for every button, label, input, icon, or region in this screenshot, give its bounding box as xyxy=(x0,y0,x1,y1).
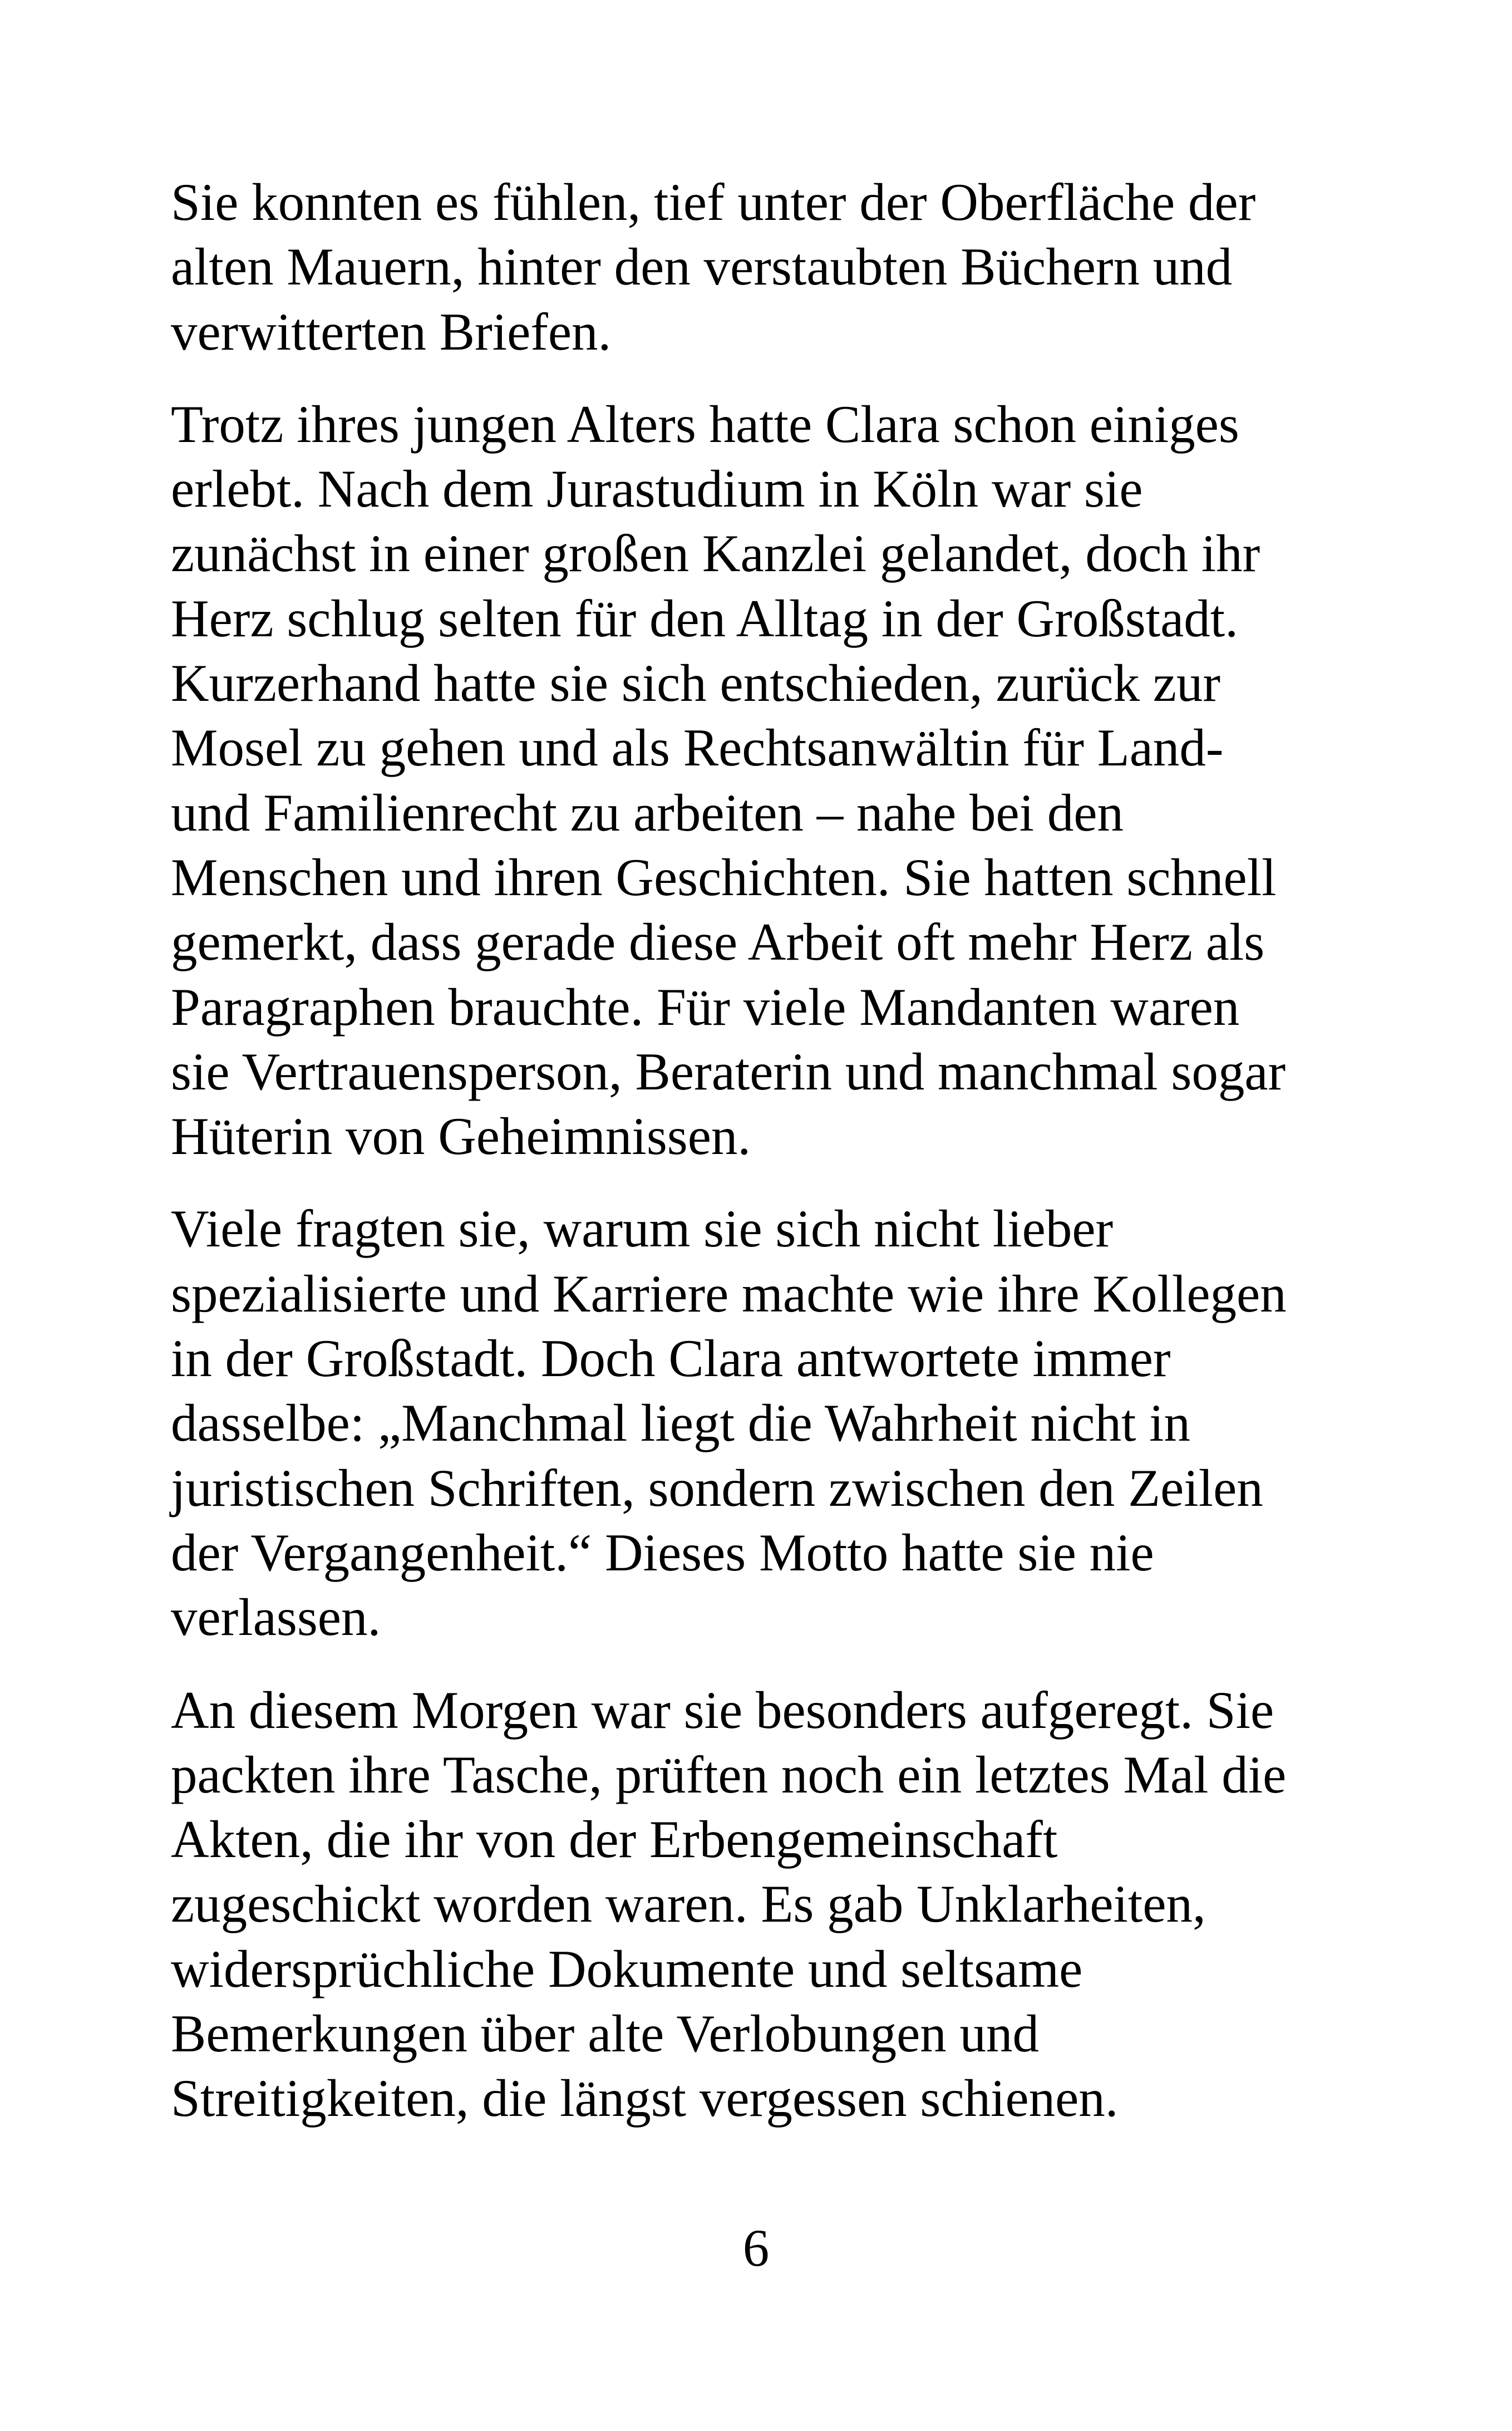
paragraph-3 xyxy=(171,1196,1367,1649)
text-line: An diesem Morgen war sie besonders aufgeregt. Sie xyxy=(171,1680,1274,1740)
text-line: Herz schlug selten für den Alltag in der Großstadt. xyxy=(171,588,1238,648)
text-line: verlassen. xyxy=(171,1588,381,1647)
text-line: dasselbe: „Manchmal liegt die Wahrheit nicht in xyxy=(171,1393,1190,1453)
text-line: verwitterten Briefen. xyxy=(171,302,612,361)
text-line: Viele fragten sie, warum sie sich nicht lieber xyxy=(171,1199,1114,1259)
text-line: erlebt. Nach dem Jurastudium in Köln war sie xyxy=(171,459,1143,519)
body-text xyxy=(171,170,1367,2159)
text-line: alten Mauern, hinter den verstaubten Büchern und xyxy=(171,237,1233,297)
text-line: gemerkt, dass gerade diese Arbeit oft mehr Herz als xyxy=(171,912,1265,972)
text-line: Sie konnten es fühlen, tief unter der Oberfläche der xyxy=(171,173,1256,232)
text-line: sie Vertrauensperson, Beraterin und manchmal sogar xyxy=(171,1042,1286,1101)
text-line: spezialisierte und Karriere machte wie ihre Kollegen xyxy=(171,1264,1287,1323)
paragraph-2 xyxy=(171,392,1367,1169)
text-line: der Vergangenheit.“ Dieses Motto hatte sie nie xyxy=(171,1523,1154,1582)
page-number: 6 xyxy=(742,2218,770,2277)
text-line: Akten, die ihr von der Erbengemeinschaft xyxy=(171,1810,1058,1869)
text-line: Menschen und ihren Geschichten. Sie hatten schnell xyxy=(171,847,1277,907)
text-line: packten ihre Tasche, prüften noch ein letztes Mal die xyxy=(171,1745,1287,1804)
paragraph-4 xyxy=(171,1678,1367,2131)
text-line: Bemerkungen über alte Verlobungen und xyxy=(171,2004,1040,2064)
paragraph-1 xyxy=(171,170,1367,364)
text-line: Kurzerhand hatte sie sich entschieden, zurück zur xyxy=(171,654,1220,713)
text-line: Streitigkeiten, die längst vergessen schienen. xyxy=(171,2069,1119,2128)
text-line: zunächst in einer großen Kanzlei gelandet, doch ihr xyxy=(171,524,1260,583)
text-line: zugeschickt worden waren. Es gab Unklarheiten, xyxy=(171,1874,1206,1934)
text-line: Paragraphen brauchte. Für viele Mandanten waren xyxy=(171,977,1240,1037)
text-line: widersprüchliche Dokumente und seltsame xyxy=(171,1939,1083,1998)
text-line: Hüterin von Geheimnissen. xyxy=(171,1107,751,1166)
text-line: Trotz ihres jungen Alters hatte Clara schon einiges xyxy=(171,394,1239,454)
text-line: Mosel zu gehen und als Rechtsanwältin für Land- xyxy=(171,718,1224,778)
text-line: und Familienrecht zu arbeiten – nahe bei den xyxy=(171,783,1124,842)
text-line: in der Großstadt. Doch Clara antwortete immer xyxy=(171,1329,1171,1388)
text-line: juristischen Schriften, sondern zwischen den Zeilen xyxy=(171,1458,1263,1517)
